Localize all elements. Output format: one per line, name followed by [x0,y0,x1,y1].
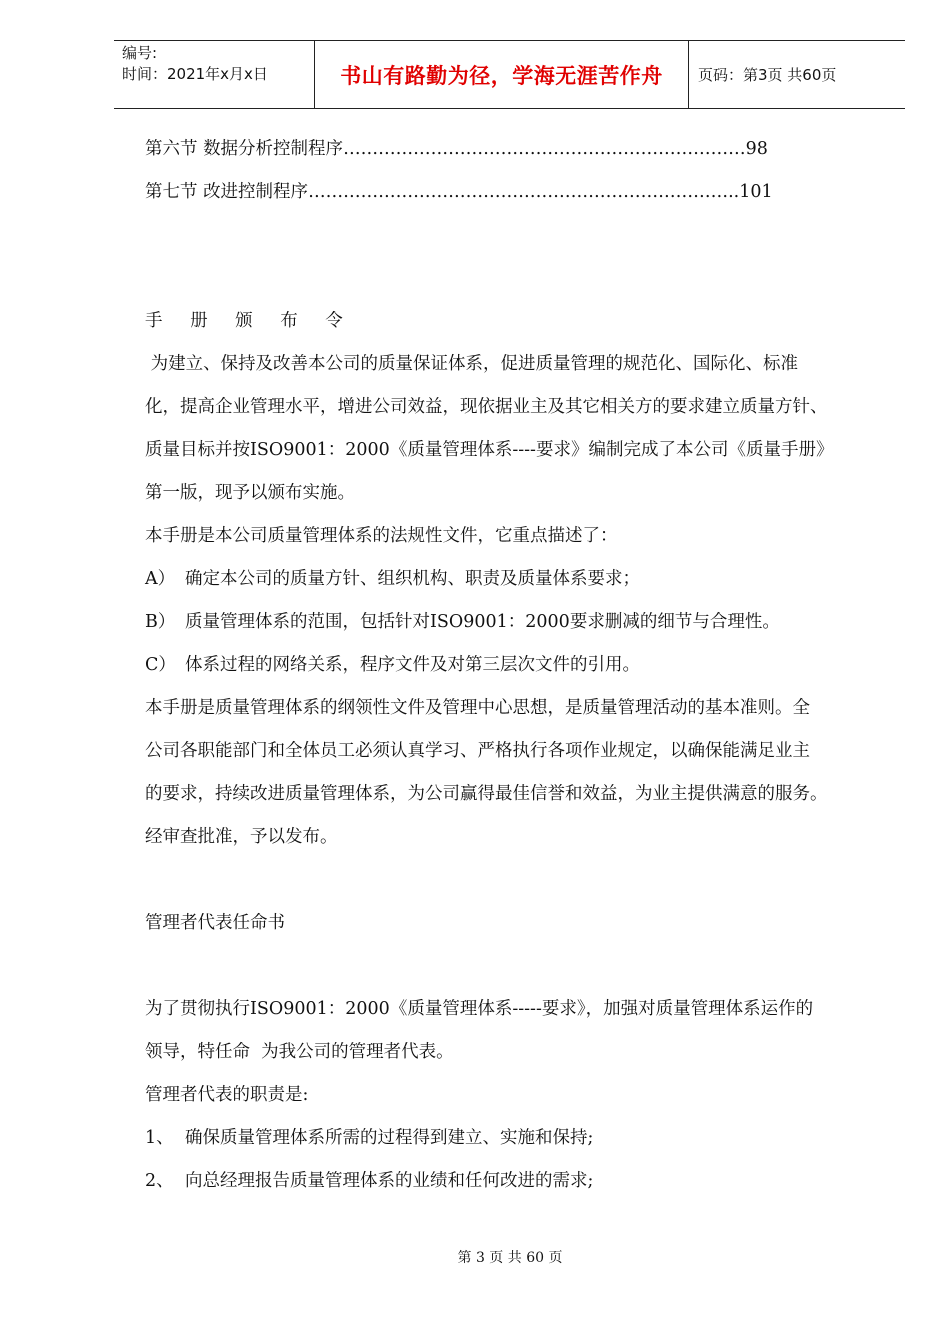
appointment-heading: 管理者代表任命书 [145,913,285,933]
toc-leader: ……………………………………………………………… [308,182,729,202]
page-footer: 第 3 页 共 60 页 [457,1250,563,1266]
paragraph-line: 经审查批准，予以发布。 [145,827,338,847]
toc-title: 第七节 改进控制程序 [145,182,309,202]
document-time: 时间：2021年x月x日 [122,65,268,83]
header-meta [114,41,315,108]
paragraph-line: 本手册是本公司质量管理体系的法规性文件，它重点描述了： [145,526,618,546]
paragraph-line: 化，提高企业管理水平，增进公司效益，现依据业主及其它相关方的要求建立质量方针、 [145,397,828,417]
list-item-text: 确保质量管理体系所需的过程得到建立、实施和保持; [185,1128,594,1148]
promulgation-heading: 手 册 颁 布 令 [145,311,354,331]
list-marker: A） [145,569,176,589]
toc-entry [145,171,890,214]
list-item [145,1160,890,1203]
toc-page: 98 [745,139,768,159]
list-item-text: 向总经理报告质量管理体系的业绩和任何改进的需求; [185,1171,594,1191]
paragraph-line: 领导，特任命 为我公司的管理者代表。 [145,1042,454,1062]
header-page-info-cell [689,41,905,108]
paragraph-line: 为建立、保持及改善本公司的质量保证体系，促进质量管理的规范化、国际化、标准 [145,354,799,374]
paragraph-line: 管理者代表的职责是: [145,1085,309,1105]
document-header [114,40,905,109]
list-marker: 2、 [145,1171,174,1191]
list-marker: 1、 [145,1128,174,1148]
list-item [145,601,890,644]
paragraph-line: 本手册是质量管理体系的纲领性文件及管理中心思想，是质量管理活动的基本准则。全 [145,698,810,718]
list-item-text: 体系过程的网络关系，程序文件及对第三层次文件的引用。 [185,655,640,675]
list-item [145,644,890,687]
header-motto: 书山有路勤为径，学海无涯苦作舟 [340,63,663,88]
toc-leader: …………………………………………………………… [343,139,746,159]
list-item [145,558,890,601]
toc-title: 第六节 数据分析控制程序 [145,139,344,159]
header-motto-cell [315,41,689,108]
paragraph-line: 第一版，现予以颁布实施。 [145,483,355,503]
list-marker: C） [145,655,176,675]
toc-entry [145,128,890,171]
paragraph-line: 质量目标并按ISO9001：2000《质量管理体系----要求》编制完成了本公司《质量手册》 [145,440,834,460]
list-item [145,1117,890,1160]
document-body [145,128,890,1203]
list-item-text: 确定本公司的质量方针、组织机构、职责及质量体系要求； [185,569,640,589]
list-item-text: 质量管理体系的范围，包括针对ISO9001：2000要求删减的细节与合理性。 [185,612,780,632]
paragraph-line: 公司各职能部门和全体员工必须认真学习、严格执行各项作业规定，以确保能满足业主 [145,741,810,761]
paragraph-line: 的要求，持续改进质量管理体系，为公司赢得最佳信誉和效益，为业主提供满意的服务。 [145,784,828,804]
header-page-info: 页码：第3页 共60页 [698,66,837,84]
toc-page: ..101 [728,182,773,202]
document-id-label: 编号: [122,44,158,62]
list-marker: B） [145,612,176,632]
paragraph-line: 为了贯彻执行ISO9001：2000《质量管理体系-----要求》，加强对质量管理体系运作的 [145,999,814,1019]
